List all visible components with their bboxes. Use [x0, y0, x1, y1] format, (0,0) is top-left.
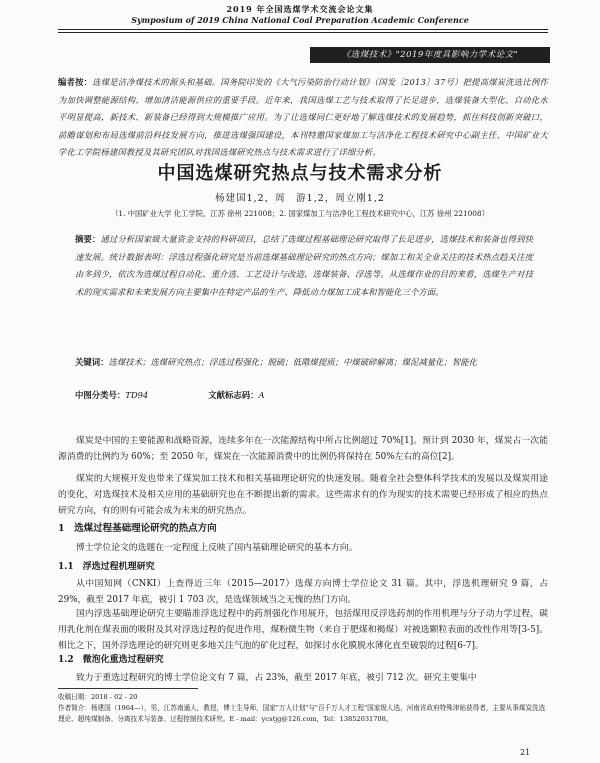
article-affiliation: （1. 中国矿业大学 化工学院，江苏 徐州 221008；2. 国家煤加工与洁净化工程技术研究中心，江苏 徐州 221008）	[111, 209, 489, 218]
keywords-text: 选煤技术；选煤研究热点；浮选过程强化；脱硫；低階煤提质；中煤破碎解离；煤泥减量化；智能化	[108, 357, 477, 367]
footnote-rule	[58, 688, 198, 689]
editor-note	[58, 74, 548, 162]
class-label: 中图分类号：	[75, 390, 126, 400]
editor-note-label: 编者按：	[58, 77, 93, 87]
class-value: TD94	[125, 390, 149, 400]
keywords-label: 关键词：	[75, 357, 109, 367]
footnote-author-bio: 作者简介：杨建国（1964—），男，江苏南通人，教授，博士生导师，国家"万人计划"与"百千万人才工程"国家级人选，河南省政府特殊津贴获得者，主要从事煤炭洗选理论、超纯煤制备、分离技术与装备、过程控制技术研究。E - mail：ycstjg@126.com，Tel：13852031708。	[58, 704, 546, 723]
abstract-text: 通过分析国家級大量资金支持的科研项目，总结了选煤过程基础理论研究取得了长足进步，选煤技术和装备也得到快速发展。统计数据表明：浮选过程强化研究是当前选煤基础理论研究的热点方向；煤加工和关全业关注的技术热点趋关注度由多到少，依次为选煤过程自动化、重介选、工艺设计与改造、选煤装备、浮选等。从选煤作业的目的来看，选煤生产对技术的现实需求和未来发展方向主要集中在特定产品的生产、降低动力煤加工成本和智能化三个方面。	[75, 234, 533, 297]
running-header-en: Symposium of 2019 China National Coal Preparation Academic Conference	[131, 15, 469, 25]
body-paragraph-3: 博士学位论文的选题在一定程度上反映了国内基础理论研究的基本方向。	[76, 543, 358, 553]
header-rule-thin	[58, 32, 548, 33]
section-heading-1-2: 1.2 微泡化重选过程研究	[58, 655, 164, 665]
classification	[75, 389, 533, 401]
abstract	[75, 231, 533, 301]
article-title: 中国选煤研究热点与技术需求分析	[157, 163, 443, 184]
article-authors: 杨建国1,2，周 游1,2，周立刚1,2	[215, 193, 385, 204]
header-rule-thick	[58, 29, 548, 30]
body-paragraph-6: 致力于重选过程研究的博士学位论文有 7 篇，占 23%，截至 2017 年底，被引 712 次。研究主要集中	[76, 673, 477, 683]
running-header-cn: 2019 年全国选煤学术交流会论文集	[226, 4, 374, 14]
doc-code-label: 文献标志码：	[208, 390, 259, 400]
body-paragraph-5: 国内浮选基础理论研究主要瞄准浮选过程中的药剂强化作用展开，包括煤用反浮选药剂的作用机理与分子动力学过程，碳用乳化剂在煤表面的吸附及其对浮选过程的促进作用，煤粉微生物（来自于肥煤和褐煤）对被选颗粒表面的改性作用等[3-5]。相比之下，国外浮选理论的研究则更多地关注气泡的矿化过程，如探讨水化膜脱水薄化直至破裂的过程[6-7]。	[58, 609, 548, 651]
body-paragraph-4: 从中国知网（CNKI）上查得近三年（2015—2017）选煤方向博士学位论文 31 篇。其中，浮选机理研究 9 篇，占 29%，截至 2017 年底，被引 1 703 次，是选煤领域当之无愧的热门方向。	[58, 579, 548, 605]
section-heading-1: 1 选煤过程基础理论研究的热点方向	[58, 523, 217, 534]
section-heading-1-1: 1.1 浮选过程机理研究	[58, 562, 155, 572]
body-paragraph-1: 煤炭是中国的主要能源和战略资源，连续多年在一次能源结构中所占比例超过 70%[1]。预计到 2030 年，煤炭占一次能源消费的比例约为 60%；至 2050 年，煤炭在一次能源消费中的比例仍将保持在 50%左右的高位[2]。	[58, 436, 548, 462]
body-paragraph-2: 煤炭的大规模开发也带来了煤炭加工技术和相关基础理论研究的快速发展。随着全社会整体科学技术的发展以及煤炭用途的变化，对选煤技术及相关应用的基础研究也在不断提出新的需求。这些需求有的作为现实的技术需要已经形成了相应的热点研究方向，有的则有可能会成为未来的研究热点。	[58, 474, 548, 516]
doc-code-value: A	[258, 390, 265, 400]
page-number: 21	[520, 748, 531, 757]
journal-banner: 《选煤技术》"2019年度具影响力学术论文"	[310, 47, 550, 63]
keywords	[75, 354, 533, 372]
abstract-label: 摘要：	[75, 234, 101, 244]
footnote-received-date: 收稿日期：2018 - 02 - 20	[58, 693, 138, 701]
editor-note-text: 选煤是洁净煤技术的源头和基础。国务院印发的《大气污染防治行动计划》（国发〔2013〕37号）把提高煤炭洗选比例作为加快调整能源结构、增加清洁能源供应的重要手段。近年来，我国选煤工艺与技术取得了长足进步，选煤装备大型化、自动化水平明显提高，新技术、新装备已经得到大规模推广应用。为了让选煤同仁更好地了解选煤技术的发展趋势，抓住科技创新突破口，前瞻谋划和布局选煤前沿科技发展方向，推进选煤强国建设，本刊特邀国家煤加工与洁净化工程技术研究中心副主任、中国矿业大学化工学院杨建国教授及其研究团队对我国选煤研究热点与技术需求进行了详细分析。	[58, 77, 548, 157]
